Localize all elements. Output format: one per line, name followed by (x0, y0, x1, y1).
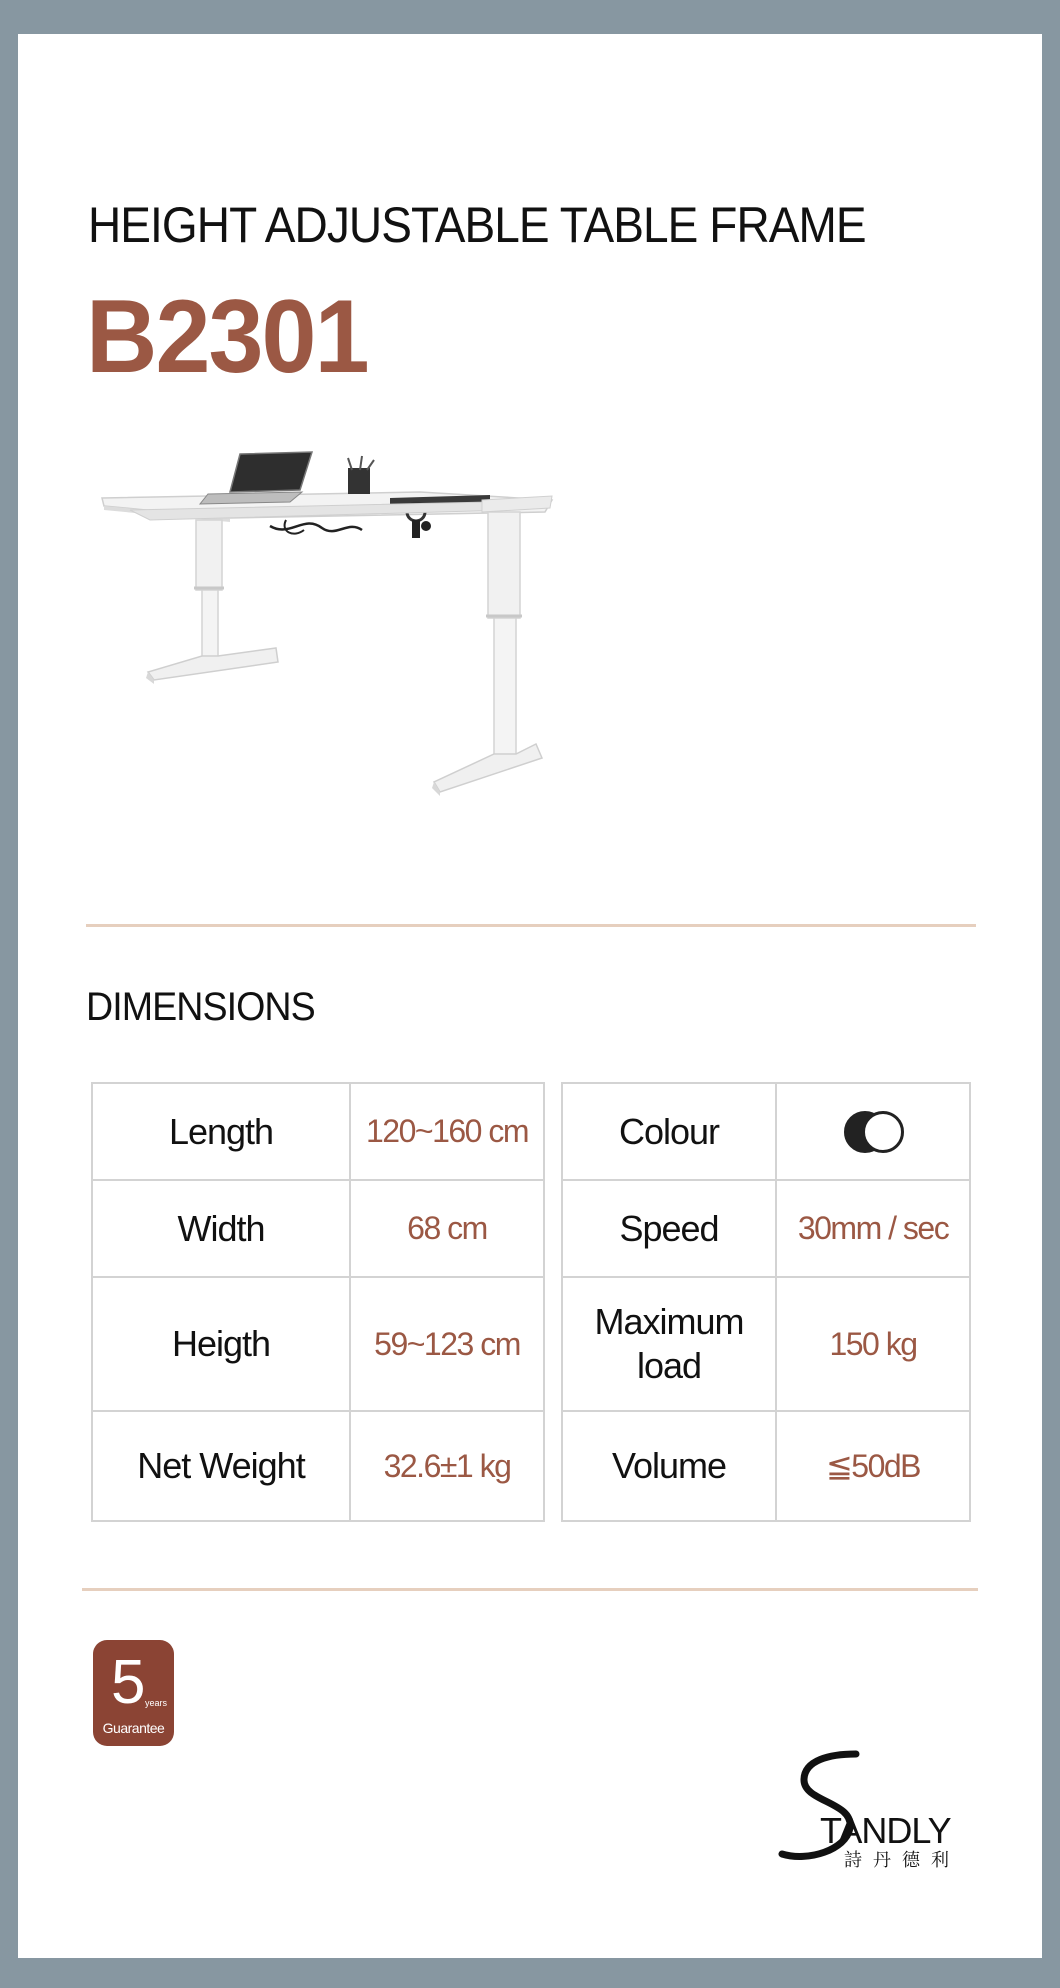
table-row (562, 1083, 970, 1180)
net-weight-label: Net Weight (92, 1411, 350, 1521)
width-label: Width (92, 1180, 350, 1277)
table-row (92, 1083, 544, 1180)
maximum-load-label-line1: Maximum (594, 1301, 744, 1342)
model-number: B2301 (86, 279, 368, 395)
colour-value (776, 1083, 970, 1180)
table-row (92, 1180, 544, 1277)
guarantee-badge (93, 1640, 174, 1746)
product-subtitle: HEIGHT ADJUSTABLE TABLE FRAME (88, 197, 866, 253)
volume-value: ≦50dB (776, 1411, 970, 1521)
colour-label: Colour (562, 1083, 776, 1180)
width-value: 68 cm (350, 1180, 544, 1277)
logo-chinese-name: 詩丹德利 (844, 1850, 960, 1871)
table-row (92, 1411, 544, 1521)
dimensions-table-right (561, 1082, 971, 1522)
standing-desk-illustration (90, 440, 570, 890)
length-value: 120~160 cm (350, 1083, 544, 1180)
guarantee-years-number: 5 (111, 1648, 146, 1717)
volume-label: Volume (562, 1411, 776, 1521)
guarantee-years-label: years (145, 1698, 168, 1708)
guarantee-label: Guarantee (102, 1720, 165, 1736)
speed-label: Speed (562, 1180, 776, 1277)
section-divider-top (86, 924, 976, 927)
table-row (562, 1180, 970, 1277)
dimensions-table-left (91, 1082, 545, 1522)
length-label: Length (92, 1083, 350, 1180)
dimensions-title: DIMENSIONS (86, 985, 315, 1029)
net-weight-value: 32.6±1 kg (350, 1411, 544, 1521)
height-value: 59~123 cm (350, 1277, 544, 1411)
colour-swatch-icon (844, 1111, 902, 1153)
table-row (562, 1277, 970, 1411)
maximum-load-value: 150 kg (776, 1277, 970, 1411)
table-row (92, 1277, 544, 1411)
maximum-load-label-line2: load (636, 1345, 702, 1386)
height-label: Heigth (92, 1277, 350, 1411)
maximum-load-label (562, 1277, 776, 1411)
speed-value: 30mm / sec (776, 1180, 970, 1277)
table-row (562, 1411, 970, 1521)
logo-wordmark: TANDLY (820, 1810, 951, 1851)
section-divider-bottom (82, 1588, 978, 1591)
